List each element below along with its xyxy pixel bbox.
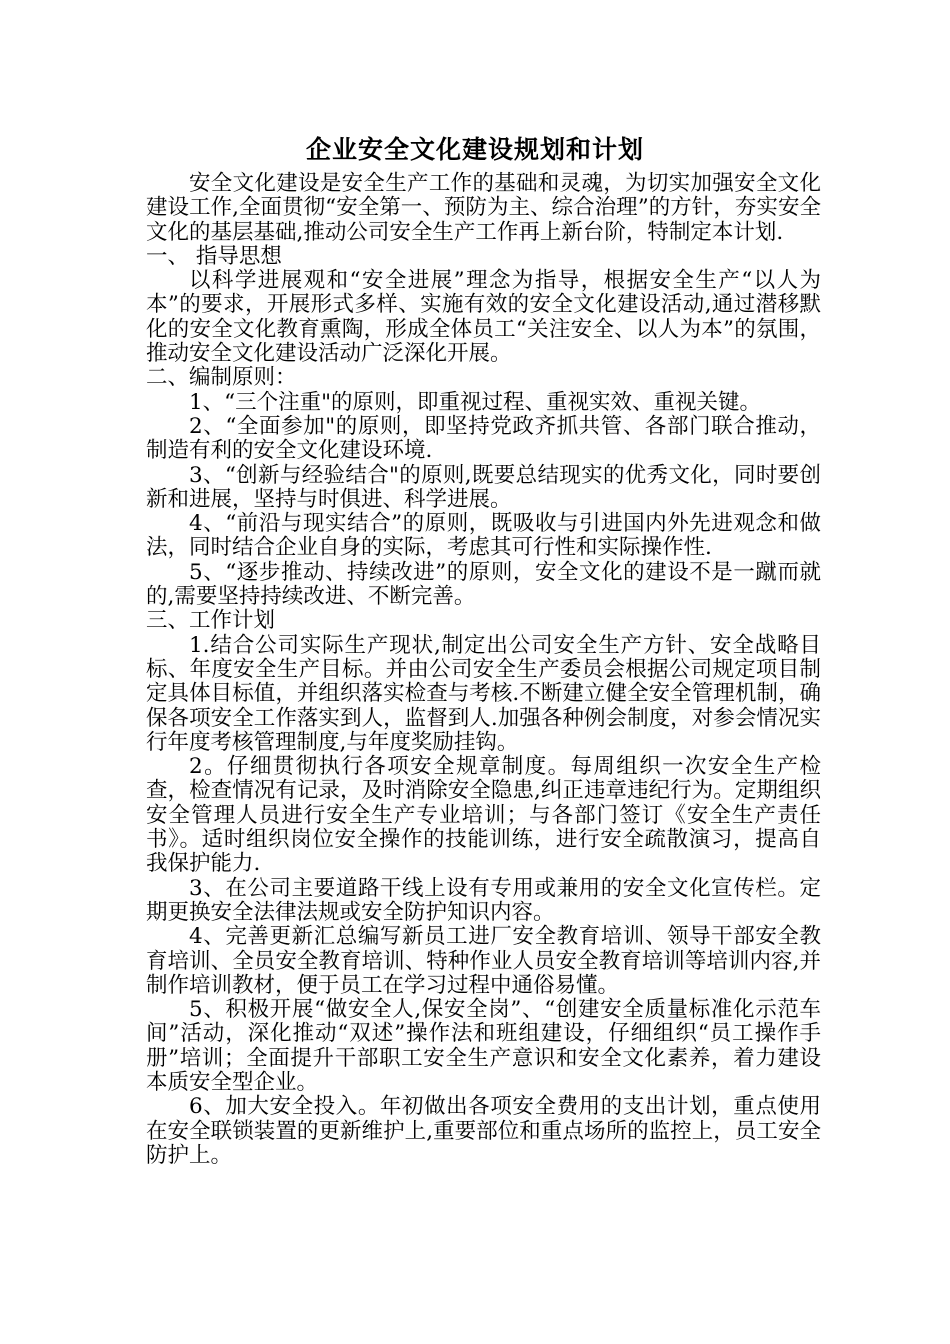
body-paragraph: 3、在公司主要道路干线上设有专用或兼用的安全文化宣传栏。定期更换安全法律法规或安全防护知识内容。 [146,875,821,925]
body-paragraph: 4、“前沿与现实结合”的原则，既吸收与引进国内外先进观念和做法，同时结合企业自身的实际，考虑其可行性和实际操作性. [146,511,821,561]
body-paragraph: 2。仔细贯彻执行各项安全规章制度。每周组织一次安全生产检查，检查情况有记录，及时消除安全隐患,纠正违章违纪行为。定期组织安全管理人员进行安全生产专业培训；与各部门签订《安全生产责任书》。适时组织岗位安全操作的技能训练，进行安全疏散演习，提高自我保护能力. [146,754,821,877]
body-paragraph: 5、“逐步推动、持续改进”的原则，安全文化的建设不是一蹴而就的,需要坚持持续改进、不断完善。 [146,559,821,610]
body-paragraph: 6、加大安全投入。年初做出各项安全费用的支出计划，重点使用在安全联锁装置的更新维护上,重要部位和重点场所的监控上，员工安全防护上。 [146,1094,821,1168]
body-paragraph: 1、“三个注重"的原则，即重视过程、重视实效、重视关键。 [189,389,762,415]
body-paragraph: 1.结合公司实际生产现状,制定出公司安全生产方针、安全战略目标、年度安全生产目标。并由公司安全生产委员会根据公司规定项目制定具体目标值，并组织落实检查与考核.不断建立健全安全管理机制，确保各项安全工作落实到人，监督到人.加强各种例会制度，对参会情况实行年度考核管理制度,与年度奖励挂钩。 [146,632,821,755]
body-paragraph: 3、“创新与经验结合"的原则,既要总结现实的优秀文化，同时要创新和进展，坚持与时俱进、科学进展。 [146,462,821,512]
section-heading: 三、工作计划 [146,608,276,634]
body-paragraph: 以科学进展观和“安全进展”理念为指导，根据安全生产“以人为本”的要求，开展形式多样、实施有效的安全文化建设活动,通过潜移默化的安全文化教育熏陶，形成全体员工“关注安全、以人为本”的氛围，推动安全文化建设活动广泛深化开展。 [146,268,821,367]
body-paragraph: 安全文化建设是安全生产工作的基础和灵魂，为切实加强安全文化建设工作,全面贯彻“安全第一、预防为主、综合治理”的方针，夯实安全文化的基层基础,推动公司安全生产工作再上新台阶，特制定本计划. [146,171,821,245]
section-heading: 二、编制原则： [146,365,297,391]
document-title: 企业安全文化建设规划和计划 [305,135,644,164]
body-paragraph: 5、积极开展“做安全人,保安全岗”、“创建安全质量标准化示范车间”活动，深化推动“双述”操作法和班组建设，仔细组织“员工操作手册”培训；全面提升干部职工安全生产意识和安全文化素养，着力建设本质安全型企业。 [146,997,821,1095]
document-body [146,172,821,1168]
body-paragraph: 2、“全面参加"的原则，即坚持党政齐抓共管、各部门联合推动，制造有利的安全文化建设环境. [146,413,821,464]
section-heading: 一、 指导思想 [146,243,282,269]
body-paragraph: 4、完善更新汇总编写新员工进厂安全教育培训、领导干部安全教育培训、全员安全教育培训、特种作业人员安全教育培训等培训内容,并制作培训教材，便于员工在学习过程中通俗易懂。 [146,924,821,998]
